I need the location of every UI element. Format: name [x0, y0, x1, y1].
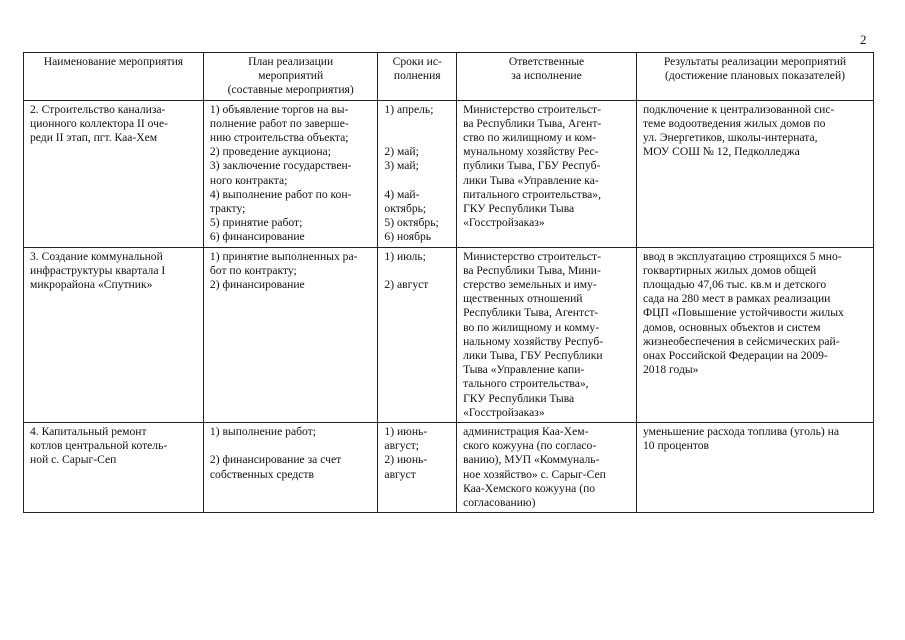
cell-text-line: октябрь;: [384, 201, 427, 215]
cell-text-line: мунальному хозяйству Рес-: [463, 145, 599, 159]
cell-plan: [203, 423, 378, 513]
cell-text-line: август: [384, 467, 416, 481]
cell-text-line: во по жилищному и комму-: [463, 320, 600, 334]
blank-line: [384, 131, 450, 145]
cell-text-line: лики Тыва «Управление ка-: [463, 173, 599, 187]
cell-text-line: ГКУ Республики Тыва: [463, 202, 575, 216]
cell-text-line: 2018 годы»: [642, 363, 699, 377]
cell-terms: [378, 423, 457, 513]
cell-text-line: теме водоотведения жилых домов по: [642, 116, 826, 130]
cell-text-line: 2) июнь-: [384, 453, 428, 467]
cell-activity-name: [24, 100, 204, 247]
cell-text-line: ство по жилищному и ком-: [463, 131, 597, 145]
cell-text-line: онах Российской Федерации на 2009-: [642, 349, 828, 363]
table-header-row: [24, 53, 874, 101]
cell-text-line: инфраструктуры квартала I: [30, 263, 166, 277]
blank-line: [384, 117, 450, 131]
activities-table: [23, 52, 874, 513]
cell-text-line: Тыва «Управление капи-: [463, 363, 585, 377]
cell-text-line: 1) апрель;: [384, 102, 434, 116]
cell-text-line: 1) июль;: [384, 249, 426, 263]
cell-text-line: ул. Энергетиков, школы-интерната,: [642, 131, 818, 145]
page-number: 2: [860, 32, 867, 47]
cell-responsible: [457, 247, 637, 422]
cell-text-line: План реализации: [248, 55, 334, 68]
cell-text-line: собственных средств: [209, 467, 314, 481]
cell-text-line: полнение работ по заверше-: [209, 116, 349, 130]
blank-line: [210, 439, 372, 453]
cell-text-line: ского кожууна (по согласо-: [463, 439, 597, 453]
cell-responsible: [457, 100, 637, 247]
cell-text-line: 10 процентов: [642, 439, 709, 453]
cell-text-line: 2. Строительство канализа-: [30, 102, 166, 116]
cell-text-line: сада на 280 мест в рамках реализации: [642, 292, 831, 306]
cell-text-line: 2) проведение аукциона;: [209, 145, 331, 159]
cell-text-line: 2) май;: [384, 145, 419, 159]
cell-text-line: 1) объявление торгов на вы-: [209, 102, 349, 116]
cell-text-line: август;: [384, 439, 420, 453]
cell-results: [636, 100, 873, 247]
cell-text-line: 2) финансирование: [209, 278, 305, 292]
table-row: [24, 247, 874, 422]
cell-activity-name: [24, 423, 204, 513]
cell-text-line: площадью 47,06 тыс. кв.м и детского: [642, 278, 827, 292]
cell-text-line: Министерство строительст-: [463, 249, 601, 263]
cell-text-line: уменьшение расхода топлива (уголь) на: [642, 425, 840, 439]
cell-text-line: ванию), МУП «Коммуналь-: [463, 453, 600, 467]
header-activity-name: [24, 53, 204, 101]
cell-text-line: 6) ноябрь: [384, 230, 432, 244]
cell-text-line: (достижение плановых показателей): [664, 69, 846, 83]
cell-text-line: котлов центральной котель-: [30, 439, 168, 453]
cell-text-line: администрация Каа-Хем-: [463, 425, 589, 439]
cell-text-line: «Госстройзаказ»: [463, 216, 545, 230]
cell-text-line: 4. Капитальный ремонт: [30, 425, 147, 439]
header-implementation-plan: [203, 53, 378, 101]
cell-text-line: щественных отношений: [463, 292, 583, 306]
table-row: [24, 423, 874, 513]
cell-text-line: 1) выполнение работ;: [209, 425, 316, 439]
cell-text-line: тракту;: [209, 202, 246, 216]
cell-text-line: жизнеобеспечения в сейсмических рай-: [642, 334, 840, 348]
cell-text-line: 6) финансирование: [209, 230, 305, 244]
cell-text-line: МОУ СОШ № 12, Педколледжа: [642, 145, 800, 159]
cell-text-line: 2) август: [384, 278, 429, 292]
cell-responsible: [457, 423, 637, 513]
cell-text-line: ного контракта;: [209, 173, 288, 187]
cell-text-line: нию строительства объекта;: [209, 131, 349, 145]
cell-text-line: мероприятий: [258, 69, 324, 83]
cell-text-line: 1) принятие выполненных ра-: [209, 249, 358, 263]
cell-text-line: за исполнение: [511, 69, 582, 83]
cell-text-line: 5) принятие работ;: [209, 216, 303, 230]
cell-text-line: Сроки ис-: [392, 55, 442, 68]
cell-text-line: ционного коллектора II оче-: [30, 116, 168, 130]
header-results: [636, 53, 873, 101]
cell-plan: [203, 100, 378, 247]
cell-results: [636, 423, 873, 513]
header-deadlines: [378, 53, 457, 101]
cell-text-line: нальному хозяйству Респуб-: [463, 334, 604, 348]
cell-text-line: Каа-Хемского кожууна (по: [463, 481, 596, 495]
cell-results: [636, 247, 873, 422]
cell-text-line: питального строительства»,: [463, 187, 601, 201]
header-responsible: [457, 53, 637, 101]
cell-text-line: Ответственные: [508, 55, 585, 68]
table-row: [24, 100, 874, 247]
cell-text-line: (составные мероприятия): [227, 83, 354, 97]
cell-text-line: 4) выполнение работ по кон-: [209, 187, 352, 201]
cell-terms: [378, 100, 457, 247]
cell-text-line: Республики Тыва, Агентст-: [463, 306, 599, 320]
cell-text-line: Результаты реализации мероприятий: [663, 55, 847, 68]
cell-text-line: ва Республики Тыва, Мини-: [463, 263, 601, 277]
cell-text-line: 4) май-: [384, 187, 420, 201]
cell-text-line: микрорайона «Спутник»: [30, 278, 153, 292]
cell-text-line: 2) финансирование за счет: [209, 453, 342, 467]
cell-text-line: 5) октябрь;: [384, 216, 439, 230]
cell-text-line: гоквартирных жилых домов общей: [642, 263, 817, 277]
cell-text-line: «Госстройзаказ»: [463, 405, 545, 419]
cell-text-line: 1) июнь-: [384, 425, 428, 439]
cell-text-line: 3. Создание коммунальной: [30, 249, 163, 263]
blank-line: [384, 174, 450, 188]
cell-text-line: ФЦП «Повышение устойчивости жилых: [642, 306, 844, 320]
cell-text-line: домов, основных объектов и систем: [642, 320, 821, 334]
cell-text-line: 3) май;: [384, 159, 419, 173]
blank-line: [384, 264, 450, 278]
cell-text-line: тального строительства»,: [463, 377, 589, 391]
cell-text-line: ное хозяйство» с. Сарыг-Сеп: [463, 467, 606, 481]
cell-text-line: ввод в эксплуатацию строящихся 5 мно-: [642, 249, 842, 263]
cell-text-line: ной с. Сарыг-Сеп: [30, 453, 117, 467]
cell-text-line: Наименование мероприятия: [43, 55, 184, 68]
cell-text-line: бот по контракту;: [209, 263, 297, 277]
cell-text-line: 3) заключение государствен-: [209, 159, 352, 173]
cell-text-line: ГКУ Республики Тыва: [463, 391, 575, 405]
cell-text-line: подключение к централизованной сис-: [642, 102, 835, 116]
cell-text-line: лики Тыва, ГБУ Республики: [463, 349, 603, 363]
cell-text-line: публики Тыва, ГБУ Респуб-: [463, 159, 601, 173]
cell-text-line: полнения: [393, 69, 441, 83]
cell-text-line: Министерство строительст-: [463, 102, 601, 116]
cell-text-line: реди II этап, пгт. Каа-Хем: [30, 131, 158, 145]
cell-activity-name: [24, 247, 204, 422]
cell-text-line: ва Республики Тыва, Агент-: [463, 116, 602, 130]
cell-terms: [378, 247, 457, 422]
cell-text-line: согласованию): [463, 496, 536, 510]
cell-plan: [203, 247, 378, 422]
cell-text-line: стерство земельных и иму-: [463, 278, 597, 292]
